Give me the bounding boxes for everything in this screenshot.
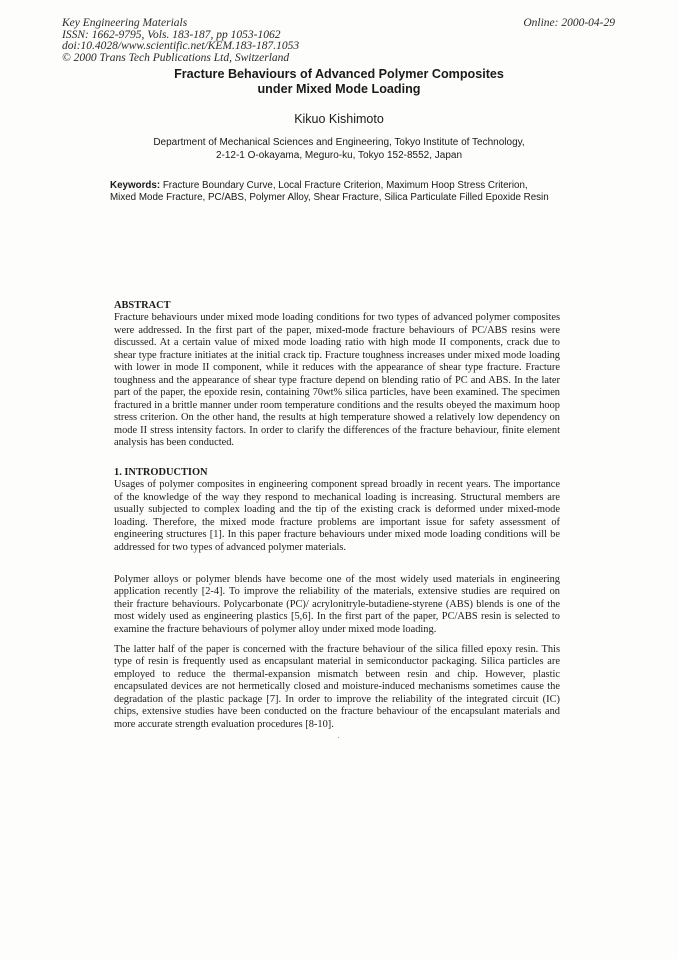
introduction-section [114, 467, 560, 554]
abstract-text: Fracture behaviours under mixed mode loading conditions for two types of advanced polymer composites were addressed. In the first part of the paper, mixed-mode fracture behaviours of PC/ABS resins were discussed. At a certain value of mixed mode loading ratio with high mode II components, crack due to shear type fracture initiates at the initial crack tip. Fracture toughness increases under mixed mode loading with lower in mode II component, while it reduces with the appearance of shear type fracture. Fracture toughness and the appearance of shear type fracture depend on blending ratio of PC and ABS. In the later part of the paper, the epoxide resin, containing 70wt% silica particles, have been examined. The specimen fractured in a brittle manner under room temperature conditions and the results obeyed the maximum hoop stress criterion. On the other hand, the results at high temperature showed a relatively low dependency on mode II stress intensity factors. In order to clarify the differences of the fracture behaviour, finite element analysis has been conducted. [114, 312, 560, 448]
author-name: Kikuo Kishimoto [294, 112, 384, 126]
introduction-paragraph-3-block [114, 644, 560, 731]
journal-header [62, 18, 299, 64]
keywords-block [110, 180, 550, 205]
doi-line: doi:10.4028/www.scientific.net/KEM.183-187.1053 [62, 40, 300, 52]
keywords-text: Fracture Boundary Curve, Local Fracture Criterion, Maximum Hoop Stress Criterion, Mixed Mode Fracture, PC/ABS, Polymer Alloy, Shear Fracture, Silica Particulate Filled Epoxide Resin [110, 180, 549, 204]
affiliation-line-2: 2-12-1 O-okayama, Meguro-ku, Tokyo 152-8552, Japan [215, 149, 463, 161]
title-line-2: under Mixed Mode Loading [257, 82, 421, 96]
abstract-section [114, 300, 560, 449]
introduction-paragraph-2-block [114, 574, 560, 636]
introduction-paragraph-3: The latter half of the paper is concerned with the fracture behaviour of the silica filled epoxy resin. This type of resin is frequently used as encapsulant material in semiconductor packaging. Silica particles are employed to reduce the thermal-expansion mismatch between resin and chip. However, plastic encapsulated devices are not hermetically closed and moisture-induced mechanisms sometimes cause the degradation of the plastic package [7]. In order to improve the reliability of the integrated circuit (IC) chips, extensive studies have been conducted on the fracture behaviour of the encapsulant materials and more accurate strength evaluation procedures [8-10]. [114, 644, 560, 730]
introduction-heading: 1. INTRODUCTION [114, 467, 208, 478]
abstract-heading: ABSTRACT [114, 300, 171, 311]
online-date: Online: 2000-04-29 [523, 17, 615, 29]
title-line-1: Fracture Behaviours of Advanced Polymer Composites [174, 67, 504, 81]
affiliation [0, 137, 678, 162]
paper-title [0, 67, 678, 97]
introduction-paragraph-1: Usages of polymer composites in engineering component spread broadly in recent years. The importance of the knowledge of the way they respond to mechanical loading is increasing. Structural members are usually subjected to complex loading and the tip of the existing crack is deformed under mixed-mode loading. Therefore, the mixed mode fracture problems are important issue for safety assessment of engineering structures [1]. In this paper fracture behaviours under mixed mode loading conditions will be addressed for two types of advanced polymer materials. [114, 479, 560, 553]
copyright-line: © 2000 Trans Tech Publications Ltd, Switzerland [62, 51, 290, 64]
keywords-label: Keywords: [110, 180, 161, 191]
scan-speck [338, 737, 339, 738]
introduction-paragraph-2: Polymer alloys or polymer blends have become one of the most widely used materials in engineering application recently [2-4]. To improve the reliability of the materials, extensive studies are required on their fracture behaviours. Polycarbonate (PC)/ acrylonitryle-butadiene-styrene (ABS) blends is one of the most widely used as engineering plastics [5,6]. In the first part of the paper, PC/ABS resin is selected to examine the fracture behaviours of polymer alloy under mixed mode loading. [114, 574, 560, 635]
journal-name: Key Engineering Materials [62, 17, 188, 29]
issn-line: ISSN: 1662-9795, Vols. 183-187, pp 1053-1062 [62, 28, 281, 41]
affiliation-line-1: Department of Mechanical Sciences and Engineering, Tokyo Institute of Technology, [153, 137, 525, 148]
